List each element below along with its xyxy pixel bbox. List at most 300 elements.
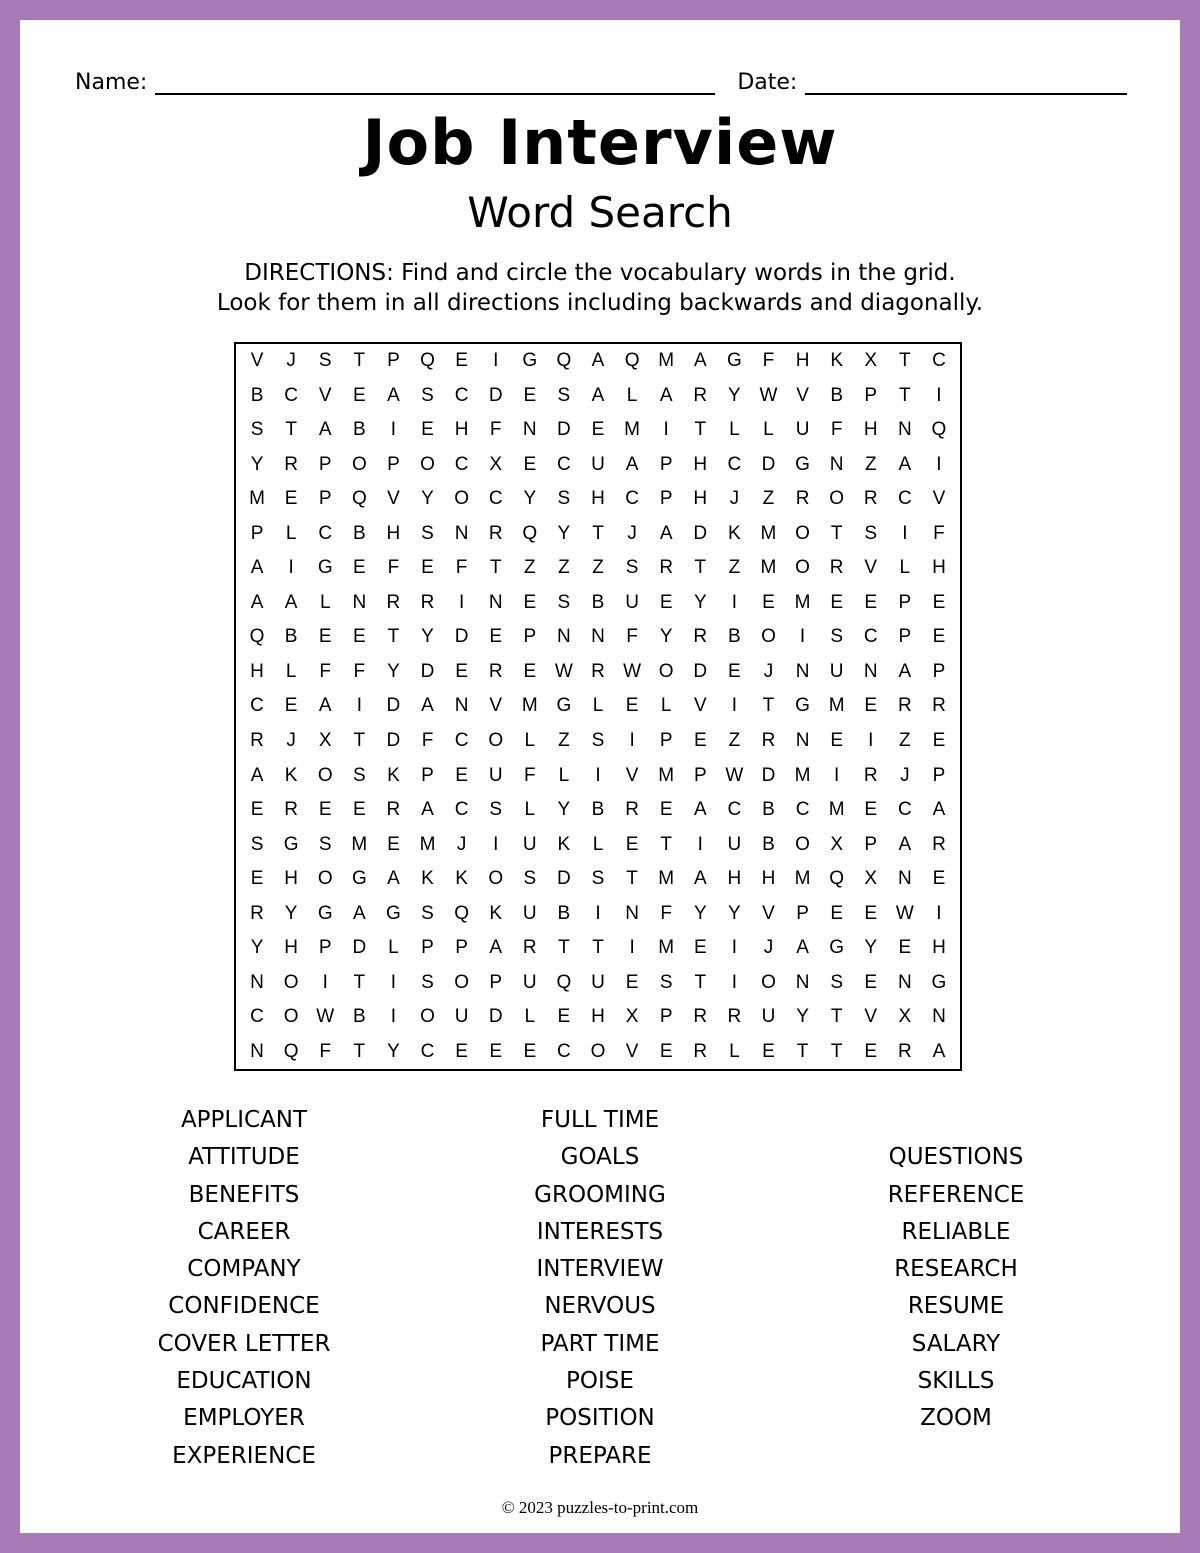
grid-cell[interactable]: G xyxy=(795,695,810,717)
grid-cell[interactable]: U xyxy=(522,971,537,993)
grid-cell[interactable]: H xyxy=(693,453,708,475)
grid-cell[interactable]: R xyxy=(284,799,298,821)
grid-cell[interactable]: S xyxy=(557,488,571,510)
grid-cell[interactable]: S xyxy=(421,384,434,406)
grid-cell[interactable]: J xyxy=(763,660,774,682)
grid-cell[interactable]: P xyxy=(659,488,673,510)
grid-cell[interactable]: B xyxy=(830,384,843,406)
grid-cell[interactable]: M xyxy=(794,764,811,786)
grid-cell[interactable]: R xyxy=(897,1040,912,1062)
grid-cell[interactable]: R xyxy=(863,764,878,786)
grid-cell[interactable]: N xyxy=(454,522,469,544)
grid-cell[interactable]: B xyxy=(591,591,605,613)
grid-cell[interactable]: E xyxy=(693,730,707,752)
grid-cell[interactable]: E xyxy=(898,937,912,959)
grid-cell[interactable]: E xyxy=(932,626,946,648)
grid-cell[interactable]: T xyxy=(796,1040,809,1062)
grid-cell[interactable]: L xyxy=(899,557,911,579)
grid-cell[interactable]: O xyxy=(795,557,810,579)
grid-cell[interactable]: V xyxy=(625,1040,639,1062)
grid-cell[interactable]: I xyxy=(390,419,397,441)
grid-cell[interactable]: Z xyxy=(762,488,775,510)
grid-cell[interactable]: H xyxy=(386,522,401,544)
grid-cell[interactable]: T xyxy=(762,695,775,717)
grid-cell[interactable]: V xyxy=(932,488,946,510)
grid-cell[interactable]: L xyxy=(558,764,570,786)
grid-cell[interactable]: X xyxy=(864,868,878,890)
grid-cell[interactable]: R xyxy=(761,730,776,752)
grid-cell[interactable]: P xyxy=(796,902,809,924)
grid-cell[interactable]: U xyxy=(829,660,844,682)
grid-cell[interactable]: E xyxy=(932,868,946,890)
grid-cell[interactable]: I xyxy=(629,937,635,959)
grid-cell[interactable]: Y xyxy=(728,384,741,406)
grid-cell[interactable]: E xyxy=(864,591,878,613)
grid-cell[interactable]: V xyxy=(625,764,639,786)
grid-cell[interactable]: D xyxy=(386,730,401,752)
grid-cell[interactable]: I xyxy=(936,902,942,924)
grid-cell[interactable]: A xyxy=(898,833,912,855)
grid-cell[interactable]: I xyxy=(868,730,874,752)
grid-cell[interactable]: E xyxy=(421,557,434,579)
grid-cell[interactable]: E xyxy=(523,384,537,406)
grid-cell[interactable]: P xyxy=(693,764,707,786)
grid-cell[interactable]: P xyxy=(387,453,400,475)
grid-cell[interactable]: C xyxy=(284,384,298,406)
grid-cell[interactable]: P xyxy=(659,453,673,475)
grid-cell[interactable]: A xyxy=(387,384,400,406)
grid-cell[interactable]: H xyxy=(693,488,708,510)
grid-cell[interactable]: S xyxy=(830,626,843,648)
grid-cell[interactable]: L xyxy=(285,660,297,682)
grid-cell[interactable]: M xyxy=(828,799,845,821)
grid-cell[interactable]: Y xyxy=(659,626,673,648)
grid-cell[interactable]: E xyxy=(625,695,639,717)
grid-cell[interactable]: B xyxy=(352,419,366,441)
grid-cell[interactable]: E xyxy=(864,695,878,717)
grid-cell[interactable]: N xyxy=(488,591,503,613)
letter-grid[interactable] xyxy=(234,342,962,1071)
grid-cell[interactable]: Y xyxy=(557,799,571,821)
grid-cell[interactable]: A xyxy=(284,591,298,613)
grid-cell[interactable]: I xyxy=(595,764,601,786)
grid-cell[interactable]: F xyxy=(933,522,945,544)
grid-cell[interactable]: A xyxy=(796,937,809,959)
grid-cell[interactable]: R xyxy=(829,557,844,579)
grid-cell[interactable]: W xyxy=(759,384,778,406)
grid-cell[interactable]: I xyxy=(390,1006,397,1028)
grid-cell[interactable]: F xyxy=(660,902,672,924)
grid-cell[interactable]: U xyxy=(625,591,639,613)
grid-cell[interactable]: S xyxy=(421,902,434,924)
grid-cell[interactable]: N xyxy=(522,419,537,441)
grid-cell[interactable]: I xyxy=(288,557,294,579)
grid-cell[interactable]: R xyxy=(250,902,264,924)
grid-cell[interactable]: H xyxy=(761,868,776,890)
grid-cell[interactable]: S xyxy=(557,591,571,613)
grid-cell[interactable]: H xyxy=(863,419,878,441)
grid-cell[interactable]: Y xyxy=(557,522,571,544)
grid-cell[interactable]: I xyxy=(356,695,362,717)
grid-cell[interactable]: Z xyxy=(728,557,741,579)
grid-cell[interactable]: A xyxy=(659,384,673,406)
grid-cell[interactable]: E xyxy=(284,695,298,717)
grid-cell[interactable]: C xyxy=(897,799,912,821)
grid-cell[interactable]: F xyxy=(489,419,502,441)
grid-cell[interactable]: R xyxy=(625,799,639,821)
grid-cell[interactable]: N xyxy=(897,868,912,890)
grid-cell[interactable]: E xyxy=(523,453,537,475)
grid-cell[interactable]: H xyxy=(795,350,810,372)
grid-cell[interactable]: T xyxy=(489,557,502,579)
grid-cell[interactable]: Z xyxy=(864,453,877,475)
grid-cell[interactable]: N xyxy=(897,971,912,993)
grid-cell[interactable]: A xyxy=(318,695,332,717)
grid-cell[interactable]: A xyxy=(250,764,264,786)
grid-cell[interactable]: J xyxy=(286,730,296,752)
grid-cell[interactable]: S xyxy=(830,971,843,993)
grid-cell[interactable]: R xyxy=(693,626,708,648)
grid-cell[interactable]: T xyxy=(830,1006,843,1028)
grid-cell[interactable]: E xyxy=(523,660,537,682)
grid-cell[interactable]: E xyxy=(352,799,366,821)
grid-cell[interactable]: I xyxy=(936,384,942,406)
grid-cell[interactable]: Q xyxy=(283,1040,299,1062)
date-field[interactable] xyxy=(805,73,1127,95)
grid-cell[interactable]: Q xyxy=(624,350,640,372)
grid-cell[interactable]: A xyxy=(387,868,400,890)
grid-cell[interactable]: E xyxy=(455,764,468,786)
grid-cell[interactable]: O xyxy=(658,660,674,682)
grid-cell[interactable]: C xyxy=(250,695,264,717)
grid-cell[interactable]: R xyxy=(591,660,605,682)
grid-cell[interactable]: Y xyxy=(387,1040,400,1062)
grid-cell[interactable]: R xyxy=(420,591,435,613)
grid-cell[interactable]: P xyxy=(387,350,400,372)
grid-cell[interactable]: B xyxy=(250,384,264,406)
grid-cell[interactable]: H xyxy=(284,868,298,890)
grid-cell[interactable]: D xyxy=(557,868,571,890)
grid-cell[interactable]: P xyxy=(932,764,946,786)
grid-cell[interactable]: E xyxy=(932,730,946,752)
grid-cell[interactable]: A xyxy=(591,350,605,372)
grid-cell[interactable]: E xyxy=(421,419,434,441)
grid-cell[interactable]: T xyxy=(353,350,366,372)
grid-cell[interactable]: K xyxy=(489,902,503,924)
grid-cell[interactable]: W xyxy=(623,660,642,682)
grid-cell[interactable]: I xyxy=(390,971,397,993)
grid-cell[interactable]: T xyxy=(899,384,911,406)
grid-cell[interactable]: S xyxy=(489,799,503,821)
grid-cell[interactable]: S xyxy=(421,522,434,544)
grid-cell[interactable]: T xyxy=(626,868,638,890)
grid-cell[interactable]: Q xyxy=(249,626,265,648)
grid-cell[interactable]: O xyxy=(420,453,435,475)
grid-cell[interactable]: E xyxy=(489,626,503,648)
grid-cell[interactable]: N xyxy=(795,730,810,752)
grid-cell[interactable]: N xyxy=(795,660,810,682)
grid-cell[interactable]: Y xyxy=(693,591,707,613)
grid-cell[interactable]: M xyxy=(760,522,777,544)
grid-cell[interactable]: E xyxy=(659,591,673,613)
grid-cell[interactable]: J xyxy=(763,937,774,959)
grid-cell[interactable]: L xyxy=(524,730,536,752)
grid-cell[interactable]: V xyxy=(864,557,878,579)
grid-cell[interactable]: A xyxy=(898,660,912,682)
grid-cell[interactable]: N xyxy=(591,626,605,648)
grid-cell[interactable]: L xyxy=(660,695,672,717)
grid-cell[interactable]: P xyxy=(932,660,946,682)
grid-cell[interactable]: M xyxy=(760,557,777,579)
grid-cell[interactable]: R xyxy=(693,384,708,406)
grid-cell[interactable]: J xyxy=(286,350,296,372)
grid-cell[interactable]: S xyxy=(591,730,605,752)
grid-cell[interactable]: B xyxy=(762,833,775,855)
grid-cell[interactable]: C xyxy=(420,1040,435,1062)
grid-cell[interactable]: Z xyxy=(523,557,536,579)
grid-cell[interactable]: Z xyxy=(558,557,570,579)
grid-cell[interactable]: S xyxy=(421,971,434,993)
grid-cell[interactable]: E xyxy=(864,1040,878,1062)
grid-cell[interactable]: Y xyxy=(284,902,298,924)
grid-cell[interactable]: M xyxy=(419,833,436,855)
grid-cell[interactable]: K xyxy=(557,833,571,855)
grid-cell[interactable]: A xyxy=(932,1040,946,1062)
grid-cell[interactable]: Z xyxy=(899,730,911,752)
grid-cell[interactable]: A xyxy=(591,384,605,406)
grid-cell[interactable]: C xyxy=(250,1006,264,1028)
grid-cell[interactable]: C xyxy=(932,350,946,372)
grid-cell[interactable]: V xyxy=(693,695,707,717)
grid-cell[interactable]: T xyxy=(353,1040,366,1062)
grid-cell[interactable]: R xyxy=(488,660,503,682)
grid-cell[interactable]: N xyxy=(454,695,469,717)
grid-cell[interactable]: X xyxy=(489,453,503,475)
grid-cell[interactable]: S xyxy=(250,419,264,441)
grid-cell[interactable]: I xyxy=(629,730,635,752)
grid-cell[interactable]: O xyxy=(283,971,299,993)
grid-cell[interactable]: D xyxy=(420,660,435,682)
grid-cell[interactable]: V xyxy=(762,902,775,924)
grid-cell[interactable]: D xyxy=(557,419,571,441)
grid-cell[interactable]: T xyxy=(830,522,843,544)
grid-cell[interactable]: V xyxy=(387,488,400,510)
grid-cell[interactable]: M xyxy=(828,695,845,717)
grid-cell[interactable]: U xyxy=(727,833,742,855)
grid-cell[interactable]: Y xyxy=(523,488,537,510)
grid-cell[interactable]: Z xyxy=(728,730,741,752)
grid-cell[interactable]: P xyxy=(659,730,673,752)
grid-cell[interactable]: O xyxy=(795,833,810,855)
grid-cell[interactable]: H xyxy=(591,1006,605,1028)
grid-cell[interactable]: O xyxy=(761,971,776,993)
grid-cell[interactable]: K xyxy=(284,764,298,786)
grid-cell[interactable]: A xyxy=(625,453,639,475)
grid-cell[interactable]: I xyxy=(731,937,738,959)
grid-cell[interactable]: E xyxy=(250,868,264,890)
grid-cell[interactable]: T xyxy=(285,419,297,441)
grid-cell[interactable]: L xyxy=(592,833,604,855)
grid-cell[interactable]: V xyxy=(864,1006,878,1028)
grid-cell[interactable]: I xyxy=(322,971,328,993)
grid-cell[interactable]: S xyxy=(352,764,366,786)
grid-cell[interactable]: R xyxy=(693,1040,708,1062)
grid-cell[interactable]: D xyxy=(693,660,708,682)
grid-cell[interactable]: E xyxy=(693,937,707,959)
grid-cell[interactable]: D xyxy=(761,764,776,786)
grid-cell[interactable]: L xyxy=(524,1006,536,1028)
grid-cell[interactable]: K xyxy=(421,868,434,890)
grid-cell[interactable]: M xyxy=(521,695,538,717)
grid-cell[interactable]: R xyxy=(284,453,298,475)
grid-cell[interactable]: E xyxy=(284,488,298,510)
grid-cell[interactable]: T xyxy=(660,833,672,855)
grid-cell[interactable]: Q xyxy=(522,522,538,544)
grid-cell[interactable]: F xyxy=(626,626,638,648)
grid-cell[interactable]: G xyxy=(317,557,333,579)
grid-cell[interactable]: E xyxy=(659,1040,673,1062)
grid-cell[interactable]: O xyxy=(761,626,776,648)
grid-cell[interactable]: X xyxy=(830,833,843,855)
grid-cell[interactable]: A xyxy=(693,350,707,372)
grid-cell[interactable]: Y xyxy=(387,660,400,682)
grid-cell[interactable]: C xyxy=(727,453,742,475)
grid-cell[interactable]: I xyxy=(493,350,499,372)
grid-cell[interactable]: B xyxy=(762,799,775,821)
grid-cell[interactable]: C xyxy=(318,522,333,544)
grid-cell[interactable]: E xyxy=(250,799,264,821)
grid-cell[interactable]: A xyxy=(421,695,434,717)
grid-cell[interactable]: O xyxy=(317,764,333,786)
grid-cell[interactable]: L xyxy=(729,419,740,441)
grid-cell[interactable]: I xyxy=(731,695,738,717)
grid-cell[interactable]: Y xyxy=(693,902,707,924)
grid-cell[interactable]: E xyxy=(762,1040,775,1062)
grid-cell[interactable]: E xyxy=(352,384,366,406)
grid-cell[interactable]: R xyxy=(386,591,401,613)
grid-cell[interactable]: C xyxy=(454,384,469,406)
grid-cell[interactable]: T xyxy=(353,971,366,993)
grid-cell[interactable]: Q xyxy=(931,419,947,441)
grid-cell[interactable]: F xyxy=(387,557,400,579)
grid-cell[interactable]: N xyxy=(625,902,639,924)
grid-cell[interactable]: M xyxy=(658,937,675,959)
grid-cell[interactable]: K xyxy=(387,764,400,786)
grid-cell[interactable]: G xyxy=(829,937,845,959)
grid-cell[interactable]: M xyxy=(658,868,675,890)
grid-cell[interactable]: E xyxy=(591,419,605,441)
grid-cell[interactable]: A xyxy=(318,419,332,441)
grid-cell[interactable]: U xyxy=(761,1006,776,1028)
grid-cell[interactable]: E xyxy=(489,1040,503,1062)
grid-cell[interactable]: L xyxy=(285,522,297,544)
grid-cell[interactable]: P xyxy=(421,937,434,959)
grid-cell[interactable]: I xyxy=(902,522,908,544)
grid-cell[interactable]: E xyxy=(830,902,843,924)
grid-cell[interactable]: U xyxy=(522,833,537,855)
grid-cell[interactable]: S xyxy=(557,384,571,406)
grid-cell[interactable]: E xyxy=(455,350,468,372)
grid-cell[interactable]: C xyxy=(863,626,878,648)
grid-cell[interactable]: C xyxy=(727,799,742,821)
grid-cell[interactable]: E xyxy=(318,799,332,821)
grid-cell[interactable]: U xyxy=(795,419,810,441)
grid-cell[interactable]: G xyxy=(386,902,401,924)
grid-cell[interactable]: S xyxy=(250,833,264,855)
grid-cell[interactable]: A xyxy=(250,591,264,613)
grid-cell[interactable]: N xyxy=(932,1006,946,1028)
grid-cell[interactable]: P xyxy=(898,626,912,648)
grid-cell[interactable]: U xyxy=(488,764,503,786)
grid-cell[interactable]: S xyxy=(659,971,673,993)
grid-cell[interactable]: Y xyxy=(728,902,741,924)
grid-cell[interactable]: R xyxy=(693,1006,708,1028)
grid-cell[interactable]: G xyxy=(726,350,742,372)
name-field[interactable] xyxy=(155,73,715,95)
grid-cell[interactable]: A xyxy=(932,799,946,821)
grid-cell[interactable]: F xyxy=(455,557,468,579)
grid-cell[interactable]: O xyxy=(317,868,333,890)
grid-cell[interactable]: E xyxy=(830,591,843,613)
grid-cell[interactable]: Q xyxy=(420,350,435,372)
grid-cell[interactable]: B xyxy=(728,626,741,648)
grid-cell[interactable]: Y xyxy=(796,1006,809,1028)
grid-cell[interactable]: P xyxy=(864,384,878,406)
grid-cell[interactable]: Z xyxy=(592,557,604,579)
grid-cell[interactable]: N xyxy=(863,660,878,682)
grid-cell[interactable]: I xyxy=(697,833,703,855)
grid-cell[interactable]: O xyxy=(420,1006,435,1028)
grid-cell[interactable]: P xyxy=(489,971,503,993)
grid-cell[interactable]: E xyxy=(625,971,639,993)
grid-cell[interactable]: N xyxy=(250,1040,264,1062)
grid-cell[interactable]: O xyxy=(454,971,469,993)
grid-cell[interactable]: N xyxy=(557,626,571,648)
grid-cell[interactable]: M xyxy=(624,419,640,441)
grid-cell[interactable]: X xyxy=(318,730,332,752)
grid-cell[interactable]: W xyxy=(895,902,914,924)
grid-cell[interactable]: H xyxy=(727,868,742,890)
grid-cell[interactable]: Y xyxy=(250,937,264,959)
grid-cell[interactable]: S xyxy=(523,868,537,890)
grid-cell[interactable]: P xyxy=(898,591,912,613)
grid-cell[interactable]: E xyxy=(455,660,468,682)
grid-cell[interactable]: O xyxy=(283,1006,299,1028)
grid-cell[interactable]: Q xyxy=(556,350,572,372)
grid-cell[interactable]: R xyxy=(932,695,946,717)
grid-cell[interactable]: E xyxy=(864,902,878,924)
grid-cell[interactable]: C xyxy=(454,799,469,821)
grid-cell[interactable]: A xyxy=(421,799,434,821)
grid-cell[interactable]: B xyxy=(352,1006,366,1028)
grid-cell[interactable]: L xyxy=(626,384,638,406)
grid-cell[interactable]: G xyxy=(351,868,367,890)
grid-cell[interactable]: G xyxy=(795,453,810,475)
grid-cell[interactable]: O xyxy=(488,868,504,890)
grid-cell[interactable]: E xyxy=(455,1040,468,1062)
grid-cell[interactable]: E xyxy=(523,591,537,613)
grid-cell[interactable]: S xyxy=(318,833,332,855)
grid-cell[interactable]: I xyxy=(663,419,669,441)
grid-cell[interactable]: I xyxy=(595,902,601,924)
grid-cell[interactable]: S xyxy=(591,868,605,890)
grid-cell[interactable]: T xyxy=(592,937,604,959)
grid-cell[interactable]: R xyxy=(795,488,810,510)
grid-cell[interactable]: C xyxy=(557,453,571,475)
grid-cell[interactable]: U xyxy=(522,902,537,924)
grid-cell[interactable]: C xyxy=(454,453,469,475)
grid-cell[interactable]: R xyxy=(863,488,878,510)
